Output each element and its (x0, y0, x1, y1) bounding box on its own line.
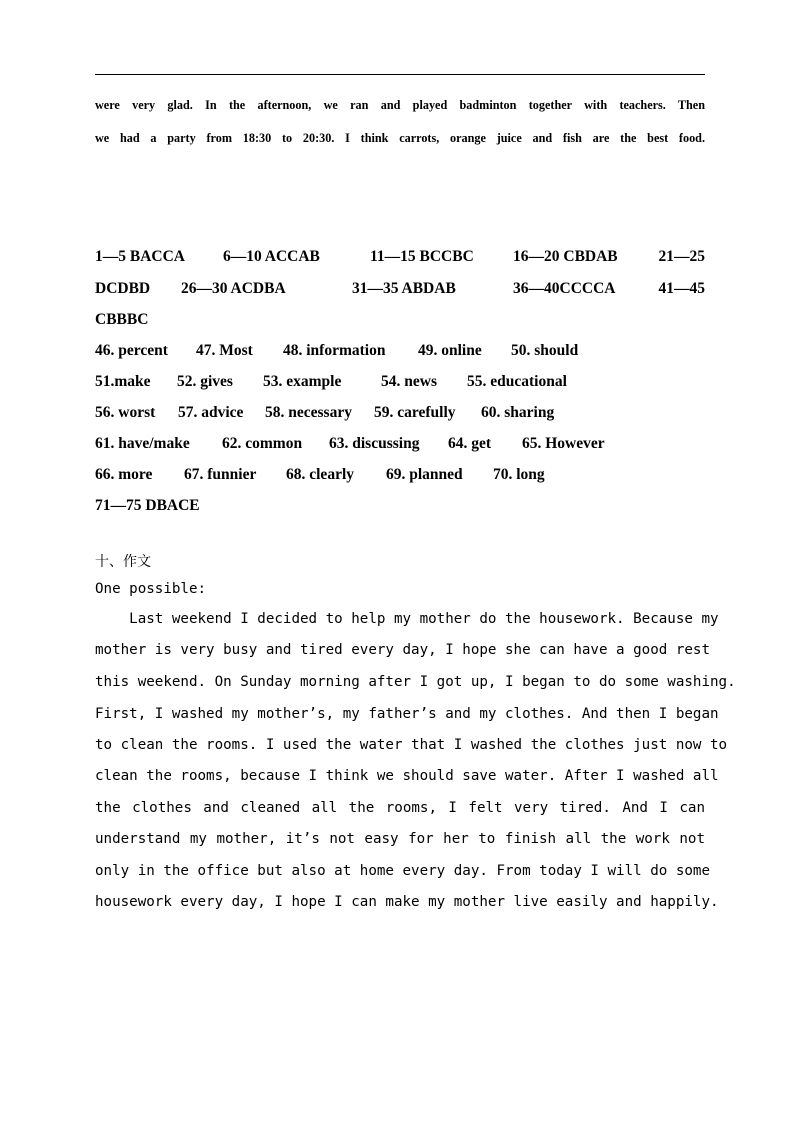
answer-item: 64. get (448, 435, 492, 452)
answer-item: 53. example (263, 373, 342, 390)
answer-item: 48. information (283, 342, 386, 359)
answer-group: 6—10 ACCAB (223, 248, 320, 265)
answer-group: 16—20 CBDAB (513, 248, 618, 265)
essay-line: to clean the rooms. I used the water that I washed the clothes just now to (95, 737, 728, 753)
answer-item: 57. advice (178, 404, 244, 421)
essay-line: Last weekend I decided to help my mother do the housework. Because my (95, 611, 719, 627)
answer-item: 46. percent (95, 342, 168, 359)
essay-line: this weekend. On Sunday morning after I got up, I began to do some washing. (95, 674, 736, 690)
answer-group: 41—45 (658, 280, 705, 297)
essay-line: mother is very busy and tired every day, I hope she can have a good rest (95, 642, 710, 658)
answer-item: 58. necessary (265, 404, 352, 421)
essay-line: the clothes and cleaned all the rooms, I felt very tired. And I can (95, 800, 705, 816)
essay-line: only in the office but also at home every day. From today I will do some (95, 863, 710, 879)
answer-group: 31—35 ABDAB (352, 280, 456, 297)
header-rule (95, 74, 705, 75)
answer-row: CBBBC (95, 311, 149, 328)
essay-intro: One possible: (95, 581, 207, 597)
answer-item: 63. discussing (329, 435, 420, 452)
answer-item: 69. planned (386, 466, 463, 483)
answer-item: 51.make (95, 373, 151, 390)
answer-item: 68. clearly (286, 466, 355, 483)
answer-item: 62. common (222, 435, 303, 452)
answer-group: DCDBD (95, 280, 151, 297)
passage-line: we had a party from 18:30 to 20:30. I think carrots, orange juice and fish are the best food. (95, 131, 705, 145)
essay-line: housework every day, I hope I can make my mother live easily and happily. (95, 894, 719, 910)
essay-line: understand my mother, it’s not easy for her to finish all the work not (95, 831, 705, 847)
answer-item: 49. online (418, 342, 482, 359)
answer-item: 70. long (493, 466, 545, 483)
answer-item: 55. educational (467, 373, 567, 390)
answer-row: 71—75 DBACE (95, 497, 200, 514)
answer-item: 50. should (511, 342, 579, 359)
passage-line: were very glad. In the afternoon, we ran and played badminton together with teachers. Then (95, 98, 705, 112)
answer-item: 65. However (522, 435, 605, 452)
answer-item: 60. sharing (481, 404, 555, 421)
answer-item: 56. worst (95, 404, 156, 421)
answer-item: 52. gives (177, 373, 233, 390)
section-heading: 十、作文 (95, 554, 151, 570)
answer-item: 67. funnier (184, 466, 257, 483)
answer-group: 1—5 BACCA (95, 248, 185, 265)
answer-group: 21—25 (658, 248, 705, 265)
answer-item: 66. more (95, 466, 153, 483)
answer-group: 36—40CCCCA (513, 280, 616, 297)
answer-item: 47. Most (196, 342, 253, 359)
essay-line: clean the rooms, because I think we should save water. After I washed all (95, 768, 719, 784)
answer-item: 59. carefully (374, 404, 456, 421)
answer-item: 61. have/make (95, 435, 190, 452)
answer-group: 26—30 ACDBA (181, 280, 286, 297)
answer-group: 11—15 BCCBC (370, 248, 474, 265)
answer-item: 54. news (381, 373, 437, 390)
essay-line: First, I washed my mother’s, my father’s and my clothes. And then I began (95, 706, 719, 722)
